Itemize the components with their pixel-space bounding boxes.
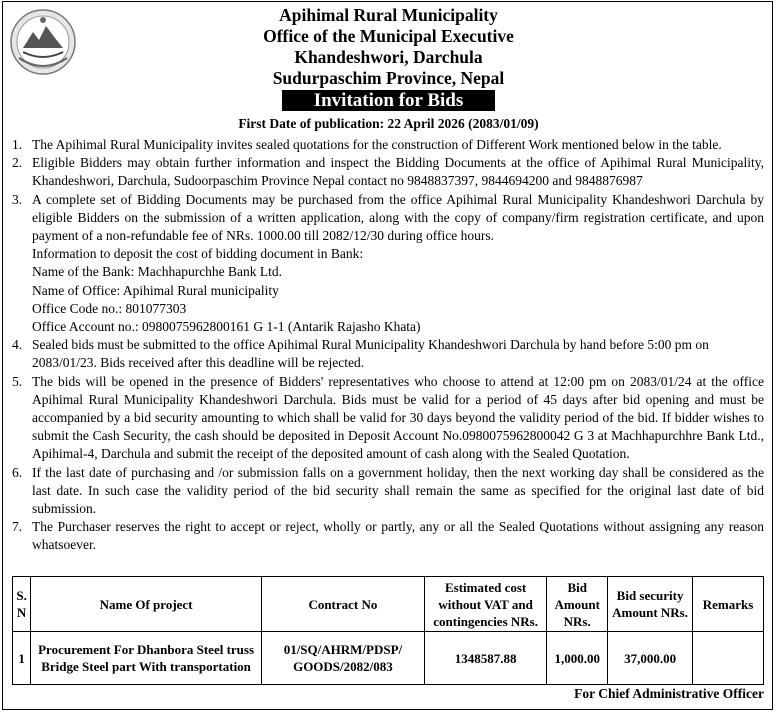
column-header: Remarks: [693, 577, 764, 632]
cell-remarks: [693, 632, 764, 685]
notice-title: Invitation for Bids: [282, 90, 496, 111]
cell-bid-amount: 1,000.00: [547, 632, 608, 685]
cell-contract: 01/SQ/AHRM/PDSP/ GOODS/2082/083: [261, 632, 424, 685]
location-line: Khandeshwori, Darchula: [294, 47, 483, 67]
table-row: [13, 632, 764, 685]
list-item: 5. The bids will be opened in the presence of Bidders' representatives who choose to attend at 12:00 pm on 2083/01/24 at the office Apihimal Rural Municipality Khandeshwori Darchula. Bids must be valid for a period of 45 days after bid opening and must be accompanied by a bid security amounting to which shall be valid for 30 days beyond the validity period of the bid. If bidder wishes to submit the Cash Security, the cash should be deposited in Deposit Account No.0980075962800042 G 3 at Machhapurchhre Bank Ltd., Apihimal-4, Darchula and submit the receipt of the deposited amount of cash along with the Sealed Quotation.: [12, 373, 764, 462]
cell-sn: 1: [13, 632, 31, 685]
list-item: 3. A complete set of Bidding Documents may be purchased from the office Apihimal Rural Municipality Khandeshwori Darchula by eligible Bidders on the submission of a written application, along with the copy of company/firm registration certificate, and upon payment of a non-refundable fee of NRs. 1000.00 till 2082/12/30 during office hours. Information to deposit the cost of bidding document in Bank: Name of the Bank: Machhapurchhe Bank Ltd. Name of Office: Apihimal Rural municipality Office Code no.: 801077303 Office Account no.: 0980075962800161 G 1-1 (Antarik Rajasho Khata): [12, 191, 764, 337]
office-account: Office Account no.: 0980075962800161 G 1-1 (Antarik Rajasho Khata): [32, 319, 421, 335]
bank-info-intro: Information to deposit the cost of bidding document in Bank:: [32, 246, 364, 262]
column-header: Bid security Amount NRs.: [608, 577, 693, 632]
column-header: Name Of project: [31, 577, 262, 632]
list-item: 4. Sealed bids must be submitted to the office Apihimal Rural Municipality Khandeshwori Darchula by hand before 5:00 pm on 2083/01/23. Bids received after this deadline will be rejected.: [12, 337, 709, 371]
column-header: Estimated cost without VAT and contingencies NRs.: [424, 577, 546, 632]
list-item: 6. If the last date of purchasing and /or submission falls on a government holiday, then the next working day shall be considered as the last date. In such case the validity period of the bid security shall remain the same as specified for the original last date of bid submission.: [12, 464, 764, 517]
signatory-line: For Chief Administrative Officer: [574, 686, 764, 701]
notice-body: [12, 136, 764, 555]
column-header: Bid Amount NRs.: [547, 577, 608, 632]
column-header: S. N: [13, 577, 31, 632]
cell-estimate: 1348587.88: [424, 632, 546, 685]
office-name: Office of the Municipal Executive: [263, 26, 514, 46]
table-header-row: [13, 577, 764, 632]
municipality-name: Apihimal Rural Municipality: [279, 5, 498, 25]
project-table: [12, 576, 764, 685]
column-header: Contract No: [261, 577, 424, 632]
province-line: Sudurpaschim Province, Nepal: [272, 68, 505, 88]
bank-name: Name of the Bank: Machhapurchhe Bank Ltd.: [32, 264, 283, 280]
publication-date: First Date of publication: 22 April 2026 (2083/01/09): [238, 116, 539, 131]
notice-header: [0, 5, 777, 132]
office-name-info: Name of Office: Apihimal Rural municipality: [32, 282, 279, 298]
list-item: 2. Eligible Bidders may obtain further information and inspect the Bidding Documents at the office of Apihimal Rural Municipality, Khandeshwori, Darchula, Sudoorpaschim Province Nepal contact no 9848837397, 9844694200 and 9848876987: [12, 155, 764, 189]
office-code: Office Code no.: 801077303: [32, 300, 187, 316]
cell-security: 37,000.00: [608, 632, 693, 685]
cell-project: Procurement For Dhanbora Steel truss Bridge Steel part With transportation: [31, 632, 262, 685]
list-item: 1. The Apihimal Rural Municipality invites sealed quotations for the construction of Different Work mentioned below in the table.: [12, 137, 722, 152]
list-item: 7. The Purchaser reserves the right to accept or reject, wholly or partly, any or all the Sealed Quotations without assigning any reason whatsoever.: [12, 519, 764, 553]
